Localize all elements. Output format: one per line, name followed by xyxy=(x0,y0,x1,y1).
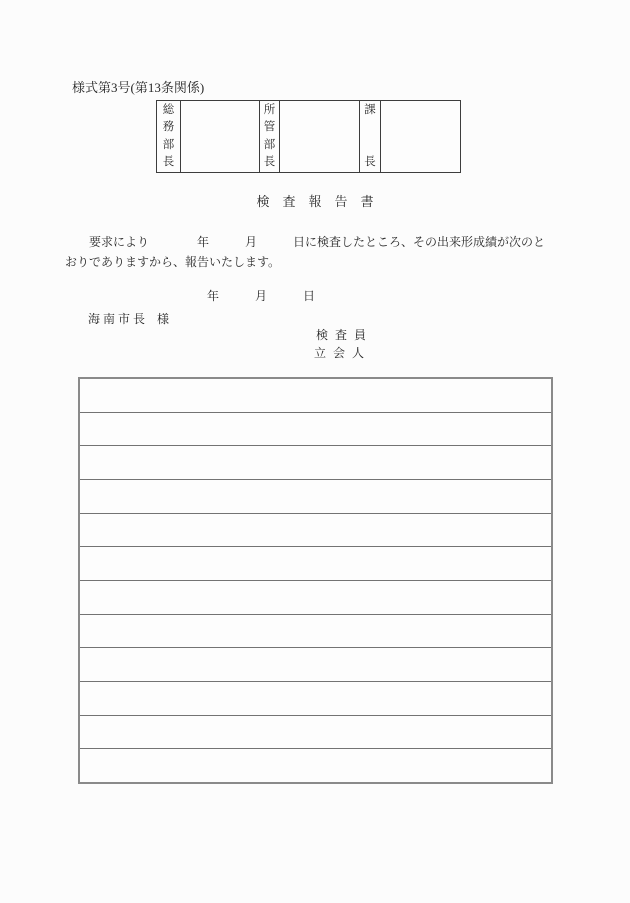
table-row xyxy=(80,412,551,446)
table-row xyxy=(80,445,551,479)
table-row xyxy=(80,513,551,547)
table-row xyxy=(80,681,551,715)
inspector-signature-label: 検 査 員 xyxy=(316,328,369,342)
label-char: 所 xyxy=(263,104,276,116)
addressee-mayor-of-kainan: 海 南 市 長 様 xyxy=(88,312,170,326)
witness-signature-label: 立 会 人 xyxy=(314,346,367,360)
form-number-text: 様式第3号(第13条関係) xyxy=(72,80,205,95)
approval-stamp-table xyxy=(156,100,461,173)
label-char: 課 xyxy=(364,104,376,116)
label-char: 総 xyxy=(162,104,175,116)
approval-label-section-chief xyxy=(360,101,381,172)
approval-stamp-cell-general-affairs xyxy=(181,101,260,172)
label-char: 務 xyxy=(162,121,175,134)
inspection-detail-table xyxy=(78,377,553,784)
table-row xyxy=(80,479,551,513)
table-row xyxy=(80,715,551,749)
label-char: 長 xyxy=(364,156,376,168)
body-paragraph xyxy=(65,232,585,272)
label-char: 長 xyxy=(162,155,175,168)
table-row xyxy=(80,748,551,782)
approval-stamp-cell-supervising xyxy=(280,101,360,172)
label-char: 部 xyxy=(263,138,276,151)
table-row xyxy=(80,580,551,614)
date-line: 年 月 日 xyxy=(207,289,316,303)
body-line-1: 要求により 年 月 日に検査したところ、その出来形成績が次のと xyxy=(65,235,546,249)
label-char: 長 xyxy=(263,155,276,168)
page-title: 検 査 報 告 書 xyxy=(256,194,374,209)
table-row xyxy=(80,546,551,580)
approval-stamp-cell-section-chief xyxy=(381,101,460,172)
approval-label-general-affairs-director xyxy=(157,101,181,172)
approval-label-supervising-director xyxy=(260,101,280,172)
table-row xyxy=(80,647,551,681)
table-row xyxy=(80,614,551,648)
label-char: 管 xyxy=(263,121,276,134)
label-char: 部 xyxy=(162,138,175,151)
body-line-2: おりでありますから、報告いたします。 xyxy=(65,255,281,269)
table-row xyxy=(80,379,551,412)
